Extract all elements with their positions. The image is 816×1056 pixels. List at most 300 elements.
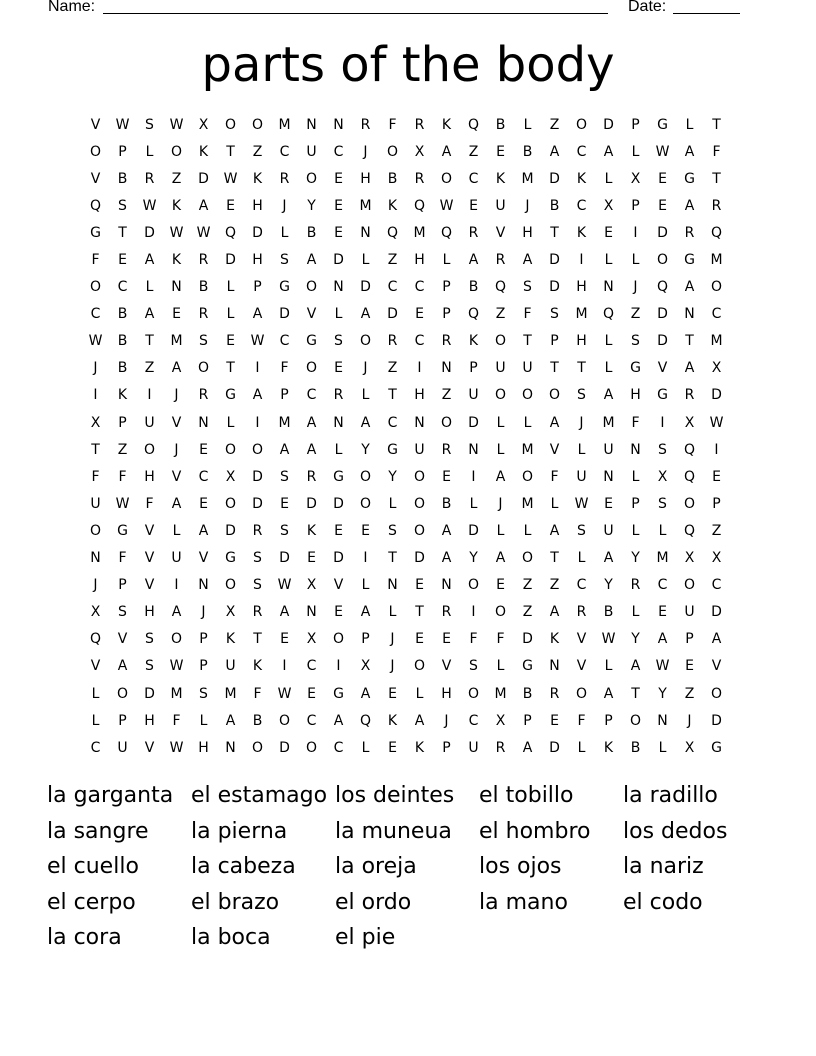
grid-letter: O <box>251 739 264 756</box>
grid-letter: E <box>361 522 370 539</box>
grid-letter: R <box>360 116 371 133</box>
grid-letter: M <box>278 116 291 133</box>
grid-letter: Q <box>494 279 507 296</box>
word-bank-item: la cora <box>47 925 122 951</box>
grid-letter: E <box>550 712 559 729</box>
grid-letter: Q <box>386 224 399 241</box>
grid-letter: E <box>307 550 316 567</box>
grid-letter: Z <box>387 360 398 377</box>
grid-letter: M <box>170 685 183 702</box>
grid-letter: O <box>575 685 588 702</box>
grid-letter: E <box>442 468 451 485</box>
grid-letter: H <box>414 252 425 269</box>
grid-letter: S <box>199 333 208 350</box>
grid-letter: O <box>413 495 426 512</box>
word-bank-item: el ordo <box>335 889 412 915</box>
grid-letter: D <box>333 550 344 567</box>
grid-letter: D <box>144 224 155 241</box>
grid-letter: J <box>93 360 98 377</box>
grid-letter: P <box>253 279 262 296</box>
grid-letter: E <box>415 631 424 648</box>
grid-letter: H <box>576 333 587 350</box>
grid-letter: P <box>280 387 289 404</box>
grid-letter: M <box>224 685 237 702</box>
grid-letter: F <box>118 550 127 567</box>
grid-letter: J <box>498 495 503 512</box>
grid-letter: C <box>333 143 344 160</box>
grid-letter: G <box>279 279 290 296</box>
grid-letter: X <box>711 550 722 567</box>
grid-letter: Z <box>522 577 533 594</box>
grid-letter: E <box>199 441 208 458</box>
grid-letter: W <box>223 170 238 187</box>
grid-letter: G <box>225 550 236 567</box>
grid-letter: S <box>145 116 154 133</box>
grid-letter: T <box>91 441 100 458</box>
grid-letter: W <box>709 414 724 431</box>
grid-letter: E <box>334 522 343 539</box>
grid-letter: N <box>468 441 479 458</box>
grid-letter: F <box>253 685 262 702</box>
grid-letter: C <box>387 279 398 296</box>
grid-letter: K <box>576 224 587 241</box>
grid-letter: E <box>604 224 613 241</box>
grid-letter: A <box>441 522 452 539</box>
grid-letter: M <box>494 685 507 702</box>
grid-letter: W <box>196 224 211 241</box>
grid-letter: P <box>361 631 370 648</box>
grid-letter: X <box>630 170 641 187</box>
grid-letter: L <box>388 604 397 621</box>
grid-letter: E <box>604 495 613 512</box>
grid-letter: L <box>361 577 370 594</box>
grid-letter: U <box>225 658 236 675</box>
grid-letter: J <box>363 360 368 377</box>
grid-letter: B <box>603 604 614 621</box>
grid-letter: V <box>333 577 344 594</box>
grid-letter: S <box>253 550 262 567</box>
grid-letter: R <box>252 522 263 539</box>
grid-letter: N <box>333 414 344 431</box>
grid-letter: F <box>172 712 181 729</box>
grid-letter: F <box>550 468 559 485</box>
grid-letter: O <box>413 522 426 539</box>
grid-letter: W <box>277 685 292 702</box>
grid-letter: C <box>414 333 425 350</box>
grid-letter: J <box>525 197 530 214</box>
grid-letter: M <box>521 495 534 512</box>
date-label: Date: <box>628 0 667 15</box>
grid-letter: L <box>523 522 532 539</box>
grid-letter: Q <box>683 441 696 458</box>
grid-letter: A <box>549 414 560 431</box>
grid-letter: A <box>468 252 479 269</box>
grid-letter: M <box>359 197 372 214</box>
grid-letter: B <box>495 116 506 133</box>
grid-letter: F <box>388 116 397 133</box>
grid-letter: U <box>414 441 425 458</box>
grid-letter: W <box>574 495 589 512</box>
grid-letter: C <box>90 739 101 756</box>
grid-letter: N <box>603 279 614 296</box>
grid-letter: X <box>711 360 722 377</box>
grid-letter: L <box>631 252 640 269</box>
grid-letter: D <box>333 495 344 512</box>
grid-letter: I <box>363 550 368 567</box>
grid-letter: D <box>333 252 344 269</box>
grid-letter: X <box>414 143 425 160</box>
grid-letter: I <box>93 387 98 404</box>
grid-letter: S <box>280 468 289 485</box>
grid-letter: L <box>361 387 370 404</box>
grid-letter: I <box>633 224 638 241</box>
grid-letter: L <box>604 170 613 187</box>
grid-letter: B <box>117 170 128 187</box>
grid-letter: D <box>198 170 209 187</box>
grid-letter: A <box>252 306 263 323</box>
grid-letter: P <box>631 495 640 512</box>
grid-letter: U <box>603 441 614 458</box>
grid-letter: W <box>169 739 184 756</box>
grid-letter: Y <box>604 577 613 594</box>
grid-letter: T <box>145 333 154 350</box>
grid-letter: V <box>576 631 587 648</box>
word-bank-item: el cuello <box>47 854 139 880</box>
grid-letter: D <box>225 522 236 539</box>
grid-letter: D <box>279 739 290 756</box>
grid-letter: V <box>90 658 101 675</box>
word-bank-item: el codo <box>623 889 703 915</box>
grid-letter: G <box>711 739 722 756</box>
grid-letter: E <box>226 333 235 350</box>
grid-letter: F <box>631 414 640 431</box>
grid-letter: V <box>198 550 209 567</box>
grid-letter: Z <box>711 522 722 539</box>
grid-letter: Y <box>388 468 397 485</box>
grid-letter: D <box>549 279 560 296</box>
grid-letter: S <box>145 658 154 675</box>
grid-letter: L <box>334 441 343 458</box>
letter-grid <box>82 111 730 761</box>
grid-letter: E <box>712 468 721 485</box>
grid-letter: B <box>117 306 128 323</box>
grid-letter: R <box>414 170 425 187</box>
grid-letter: Q <box>440 224 453 241</box>
grid-letter: D <box>657 306 668 323</box>
grid-letter: X <box>90 604 101 621</box>
grid-letter: T <box>577 360 586 377</box>
grid-letter: K <box>171 197 182 214</box>
grid-letter: N <box>630 441 641 458</box>
grid-letter: H <box>252 252 263 269</box>
grid-letter: J <box>174 441 179 458</box>
grid-letter: V <box>171 468 182 485</box>
grid-letter: O <box>89 279 102 296</box>
grid-letter: Y <box>631 550 640 567</box>
grid-letter: F <box>91 468 100 485</box>
grid-letter: A <box>495 468 506 485</box>
grid-letter: F <box>469 631 478 648</box>
grid-letter: T <box>226 143 235 160</box>
grid-letter: Q <box>224 224 237 241</box>
grid-letter: G <box>657 387 668 404</box>
grid-letter: M <box>521 170 534 187</box>
grid-letter: X <box>225 468 236 485</box>
grid-letter: H <box>360 170 371 187</box>
word-bank-item: los dedos <box>623 818 728 844</box>
grid-letter: E <box>226 197 235 214</box>
grid-letter: F <box>496 631 505 648</box>
grid-letter: T <box>523 333 532 350</box>
grid-letter: O <box>710 279 723 296</box>
grid-letter: L <box>577 739 586 756</box>
grid-letter: N <box>549 658 560 675</box>
grid-letter: A <box>171 495 182 512</box>
grid-letter: R <box>387 333 398 350</box>
grid-letter: W <box>115 116 130 133</box>
grid-letter: R <box>495 252 506 269</box>
grid-letter: Q <box>359 712 372 729</box>
word-bank-item: la radillo <box>623 783 718 809</box>
grid-letter: I <box>471 604 476 621</box>
grid-letter: E <box>496 143 505 160</box>
grid-letter: D <box>549 170 560 187</box>
grid-letter: R <box>306 468 317 485</box>
grid-letter: L <box>469 495 478 512</box>
grid-letter: L <box>145 143 154 160</box>
grid-letter: S <box>253 577 262 594</box>
grid-letter: A <box>279 604 290 621</box>
grid-letter: X <box>306 631 317 648</box>
grid-letter: G <box>306 333 317 350</box>
grid-letter: H <box>144 468 155 485</box>
grid-letter: L <box>199 712 208 729</box>
grid-letter: W <box>655 658 670 675</box>
grid-letter: U <box>495 197 506 214</box>
grid-letter: O <box>440 414 453 431</box>
grid-letter: R <box>576 604 587 621</box>
grid-letter: U <box>90 495 101 512</box>
grid-letter: A <box>549 143 560 160</box>
grid-letter: L <box>226 279 235 296</box>
grid-letter: O <box>440 170 453 187</box>
grid-letter: T <box>712 116 721 133</box>
grid-letter: S <box>577 522 586 539</box>
grid-letter: H <box>144 712 155 729</box>
grid-letter: I <box>471 468 476 485</box>
grid-letter: J <box>390 631 395 648</box>
grid-letter: N <box>387 577 398 594</box>
grid-letter: O <box>116 685 129 702</box>
grid-letter: A <box>279 441 290 458</box>
grid-letter: A <box>684 360 695 377</box>
grid-letter: C <box>576 143 587 160</box>
grid-letter: S <box>658 441 667 458</box>
grid-letter: Q <box>467 306 480 323</box>
grid-letter: L <box>145 279 154 296</box>
grid-letter: C <box>711 577 722 594</box>
grid-letter: A <box>522 739 533 756</box>
grid-letter: L <box>496 441 505 458</box>
grid-letter: D <box>603 116 614 133</box>
grid-letter: N <box>441 360 452 377</box>
grid-letter: D <box>549 252 560 269</box>
grid-letter: O <box>548 387 561 404</box>
grid-letter: E <box>199 495 208 512</box>
grid-letter: P <box>712 495 721 512</box>
grid-letter: R <box>684 224 695 241</box>
grid-letter: O <box>170 143 183 160</box>
grid-letter: C <box>306 712 317 729</box>
grid-letter: B <box>306 224 317 241</box>
grid-letter: K <box>414 739 425 756</box>
grid-letter: X <box>225 604 236 621</box>
grid-letter: D <box>522 631 533 648</box>
grid-letter: V <box>144 739 155 756</box>
grid-letter: J <box>201 604 206 621</box>
grid-letter: C <box>198 468 209 485</box>
grid-letter: A <box>684 279 695 296</box>
grid-letter: Q <box>683 522 696 539</box>
grid-letter: I <box>336 658 341 675</box>
grid-letter: M <box>602 414 615 431</box>
grid-letter: T <box>388 387 397 404</box>
word-bank-item: el cerpo <box>47 889 136 915</box>
grid-letter: O <box>494 387 507 404</box>
grid-letter: F <box>145 495 154 512</box>
grid-letter: T <box>550 360 559 377</box>
grid-letter: S <box>118 604 127 621</box>
grid-letter: R <box>252 604 263 621</box>
grid-letter: K <box>306 522 317 539</box>
grid-letter: L <box>577 550 586 567</box>
grid-letter: V <box>576 658 587 675</box>
grid-letter: R <box>198 252 209 269</box>
grid-letter: O <box>197 360 210 377</box>
grid-letter: I <box>174 577 179 594</box>
grid-letter: V <box>711 658 722 675</box>
grid-letter: O <box>224 441 237 458</box>
grid-letter: E <box>334 604 343 621</box>
grid-letter: F <box>712 143 721 160</box>
grid-letter: B <box>630 739 641 756</box>
grid-letter: O <box>467 577 480 594</box>
grid-letter: C <box>279 143 290 160</box>
word-bank-item: la muneua <box>335 818 452 844</box>
grid-letter: I <box>255 414 260 431</box>
grid-letter: N <box>90 550 101 567</box>
grid-letter: Z <box>468 143 479 160</box>
grid-letter: A <box>360 306 371 323</box>
grid-letter: S <box>469 658 478 675</box>
grid-letter: L <box>631 522 640 539</box>
grid-letter: R <box>198 306 209 323</box>
grid-letter: Z <box>495 306 506 323</box>
name-blank-line[interactable] <box>103 13 608 14</box>
grid-letter: N <box>333 279 344 296</box>
date-blank-line[interactable] <box>673 13 740 14</box>
grid-letter: M <box>278 414 291 431</box>
grid-letter: R <box>495 739 506 756</box>
grid-letter: E <box>334 224 343 241</box>
grid-letter: E <box>469 197 478 214</box>
word-bank-item: la garganta <box>47 783 174 809</box>
word-bank-item: el pie <box>335 925 396 951</box>
grid-letter: M <box>170 333 183 350</box>
grid-letter: T <box>388 550 397 567</box>
grid-letter: U <box>144 414 155 431</box>
word-bank-item: la oreja <box>335 854 417 880</box>
grid-letter: J <box>687 712 692 729</box>
grid-letter: O <box>305 170 318 187</box>
grid-letter: R <box>441 441 452 458</box>
grid-letter: K <box>387 197 398 214</box>
grid-letter: N <box>225 739 236 756</box>
grid-letter: D <box>252 495 263 512</box>
grid-letter: D <box>144 685 155 702</box>
grid-letter: N <box>333 116 344 133</box>
grid-letter: C <box>117 279 128 296</box>
grid-letter: L <box>523 116 532 133</box>
grid-letter: L <box>280 224 289 241</box>
grid-letter: N <box>171 279 182 296</box>
grid-letter: A <box>144 252 155 269</box>
word-bank-item: la boca <box>191 925 271 951</box>
grid-letter: J <box>363 143 368 160</box>
word-bank-item: la sangre <box>47 818 149 844</box>
grid-letter: G <box>117 522 128 539</box>
grid-letter: U <box>576 468 587 485</box>
grid-letter: L <box>496 414 505 431</box>
grid-letter: V <box>549 441 560 458</box>
grid-letter: O <box>305 739 318 756</box>
grid-letter: B <box>198 279 209 296</box>
grid-letter: A <box>360 414 371 431</box>
word-bank <box>47 778 777 956</box>
grid-letter: L <box>631 468 640 485</box>
grid-letter: H <box>144 604 155 621</box>
grid-letter: Y <box>307 197 316 214</box>
grid-letter: A <box>549 522 560 539</box>
grid-letter: J <box>444 712 449 729</box>
grid-letter: E <box>334 360 343 377</box>
grid-letter: A <box>360 604 371 621</box>
grid-letter: N <box>603 468 614 485</box>
grid-letter: L <box>604 658 613 675</box>
grid-letter: I <box>255 360 260 377</box>
grid-letter: N <box>306 604 317 621</box>
grid-letter: O <box>170 631 183 648</box>
grid-letter: B <box>252 712 263 729</box>
grid-letter: F <box>118 468 127 485</box>
grid-letter: O <box>521 468 534 485</box>
grid-letter: D <box>387 306 398 323</box>
grid-letter: O <box>629 712 642 729</box>
grid-letter: O <box>251 116 264 133</box>
grid-letter: L <box>496 522 505 539</box>
grid-letter: L <box>226 306 235 323</box>
grid-letter: B <box>549 197 560 214</box>
grid-letter: A <box>711 631 722 648</box>
word-bank-item: el hombro <box>479 818 591 844</box>
grid-letter: P <box>685 631 694 648</box>
grid-letter: K <box>225 631 236 648</box>
grid-letter: K <box>468 333 479 350</box>
grid-letter: C <box>711 306 722 323</box>
grid-letter: X <box>684 414 695 431</box>
grid-letter: G <box>522 658 533 675</box>
grid-letter: O <box>359 468 372 485</box>
